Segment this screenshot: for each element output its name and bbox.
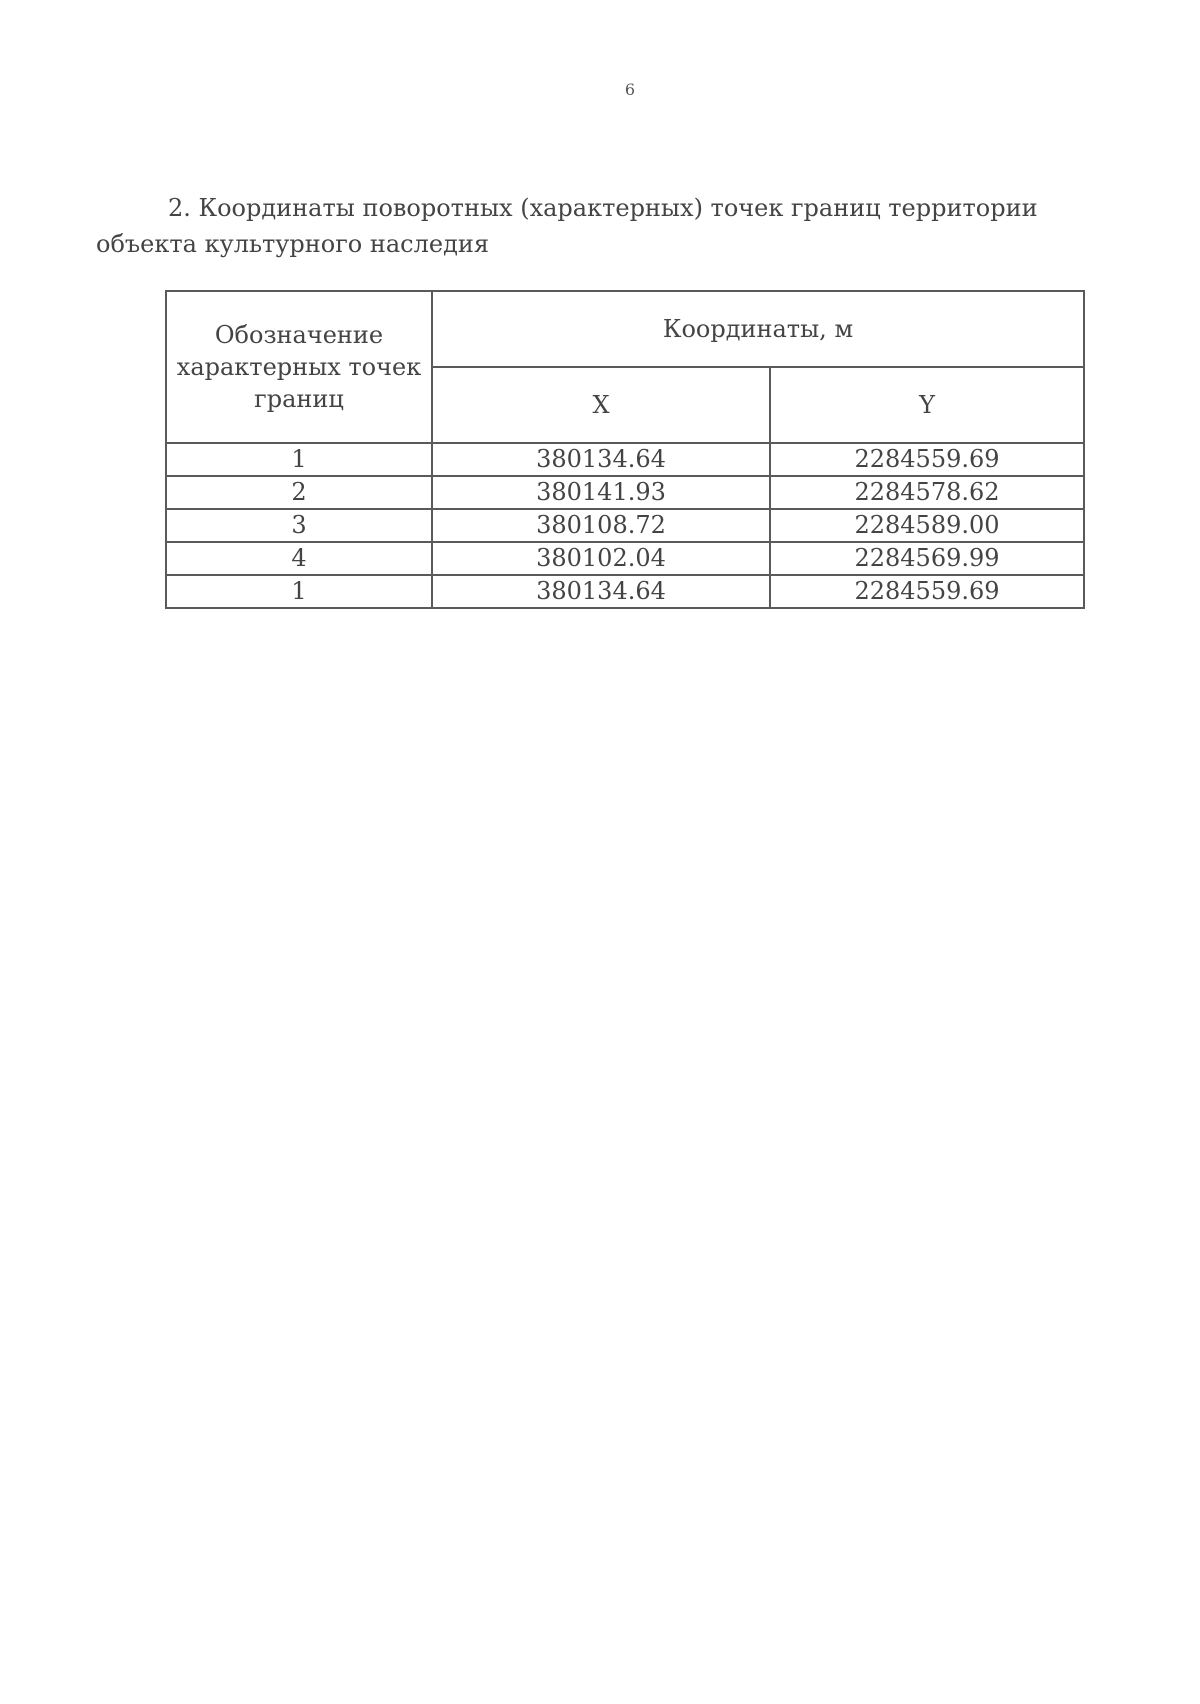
coordinates-table — [165, 290, 1085, 609]
cell-point: 2 — [166, 476, 432, 509]
cell-point: 3 — [166, 509, 432, 542]
header-y: Y — [770, 367, 1084, 443]
page-number: 6 — [624, 80, 636, 99]
header-row-top — [166, 291, 1084, 367]
table-body — [166, 443, 1084, 608]
cell-y: 2284559.69 — [770, 575, 1084, 608]
cell-x: 380141.93 — [432, 476, 770, 509]
header-x: X — [432, 367, 770, 443]
cell-point: 1 — [166, 575, 432, 608]
header-point-designation: Обозначение характерных точек границ — [166, 291, 432, 443]
cell-y: 2284569.99 — [770, 542, 1084, 575]
table-row — [166, 509, 1084, 542]
cell-point: 1 — [166, 443, 432, 476]
table-row — [166, 542, 1084, 575]
cell-y: 2284578.62 — [770, 476, 1084, 509]
table-row — [166, 443, 1084, 476]
cell-x: 380108.72 — [432, 509, 770, 542]
cell-x: 380134.64 — [432, 575, 770, 608]
cell-x: 380102.04 — [432, 542, 770, 575]
cell-x: 380134.64 — [432, 443, 770, 476]
table-row — [166, 476, 1084, 509]
section-heading: 2. Координаты поворотных (характерных) точек границ территории объекта культурного наследия — [96, 194, 1038, 258]
cell-y: 2284589.00 — [770, 509, 1084, 542]
table-row — [166, 575, 1084, 608]
cell-point: 4 — [166, 542, 432, 575]
table-header — [166, 291, 1084, 443]
header-coordinates: Координаты, м — [432, 291, 1084, 367]
cell-y: 2284559.69 — [770, 443, 1084, 476]
